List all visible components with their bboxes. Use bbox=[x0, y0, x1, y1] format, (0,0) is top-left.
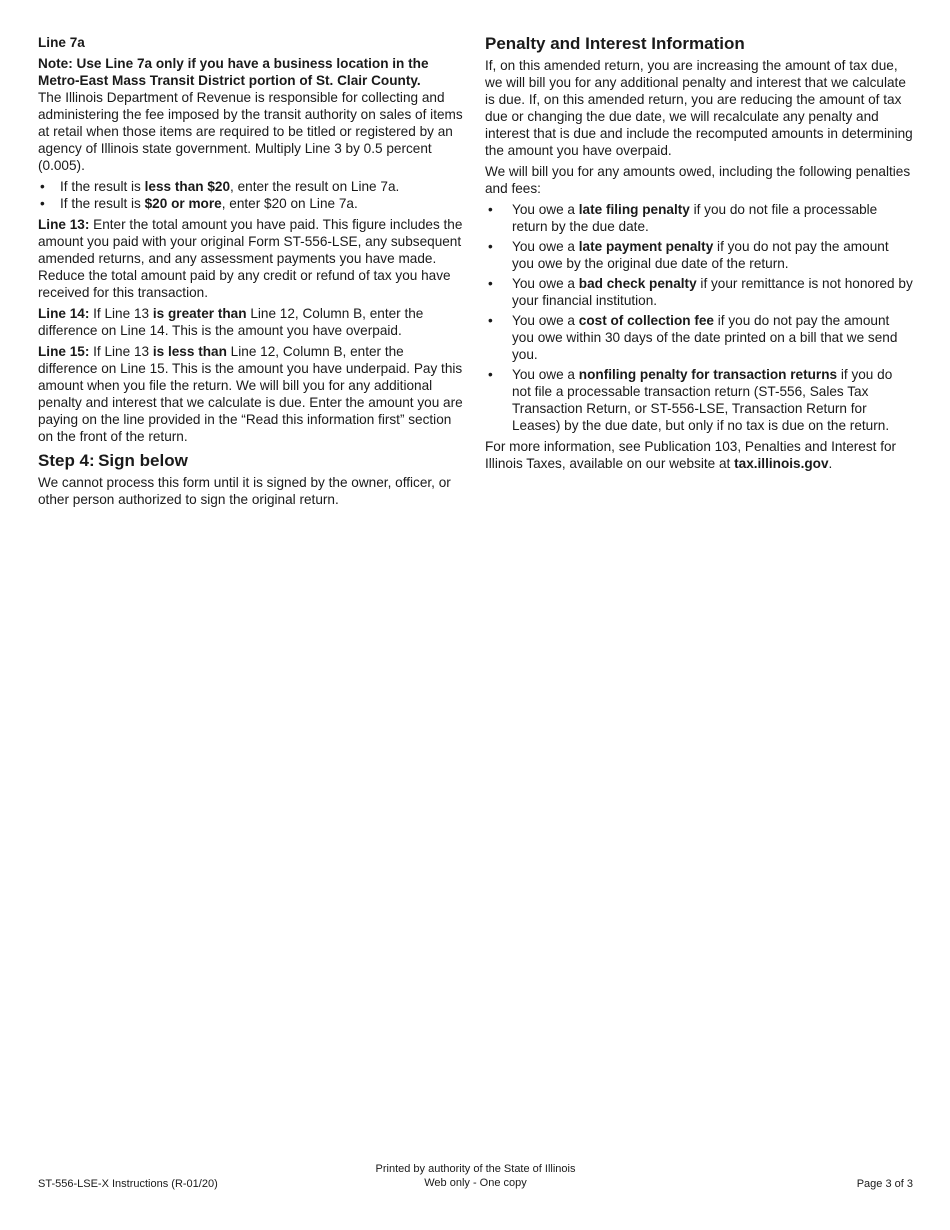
bullet-icon: • bbox=[488, 202, 493, 217]
line14-paragraph: Line 14: If Line 13 is greater than Line 12, Column B, enter the difference on Line 14. This is the amount you have overpaid. bbox=[38, 306, 424, 338]
website-link[interactable]: tax.illinois.gov bbox=[734, 456, 829, 471]
list-item: • You owe a bad check penalty if your remittance is not honored by your financial institution. bbox=[488, 276, 913, 308]
list-item: • You owe a nonfiling penalty for transaction returns if you do not file a processable transaction return (ST-556, Sales Tax Transaction Return, or ST-556-LSE, Transaction Return for Leases) by the due date, but only if no tax is due on the return. bbox=[488, 367, 893, 433]
bullet-icon: • bbox=[40, 196, 45, 211]
line15-label: Line 15: bbox=[38, 344, 90, 359]
line7a-heading: Line 7a bbox=[38, 35, 85, 50]
bill-intro: We will bill you for any amounts owed, including the following penalties and fees: bbox=[485, 164, 911, 196]
bullet-icon: • bbox=[488, 367, 493, 382]
page-number: Page 3 of 3 bbox=[856, 1178, 913, 1190]
bullet-icon: • bbox=[488, 276, 493, 291]
printed-by: Printed by authority of the State of Illinois bbox=[375, 1163, 576, 1175]
penalty-intro: If, on this amended return, you are increasing the amount of tax due, we will bill you for any additional penalty and interest that we calculate is due. If, on this amended return, you are reducing the amount of tax due or changing the due date, we will recalculate any penalty and interest that is due and include the recomputed amounts in determining the amount you have overpaid. bbox=[485, 58, 913, 158]
bullet-icon: • bbox=[488, 239, 493, 254]
footer-center bbox=[38, 1162, 913, 1190]
form-id: ST-556-LSE-X Instructions (R-01/20) bbox=[38, 1178, 218, 1190]
bullet-icon: • bbox=[488, 313, 493, 328]
web-only: Web only - One copy bbox=[424, 1177, 527, 1189]
step4-title: Step 4: Sign below bbox=[38, 451, 188, 470]
line7a-body: The Illinois Department of Revenue is responsible for collecting and administering the fee imposed by the transit authority on sales of items at retail when those items are required to be titled or registered by an agency of Illinois state government. Multiply Line 3 by 0.5 percent (0.005). bbox=[38, 90, 463, 173]
step4-body: We cannot process this form until it is signed by the owner, officer, or other person authorized to sign the original return. bbox=[38, 475, 451, 507]
line15-paragraph: Line 15: If Line 13 is less than Line 12, Column B, enter the difference on Line 15. This is the amount you have underpaid. Pay this amount when you file the return. We will bill you for any additional penalty and interest that we calculate is due. Enter the amount you are paying on the line provided in the “Read this information first” section on the front of the return. bbox=[38, 344, 463, 444]
line13-label: Line 13: bbox=[38, 217, 90, 232]
line7a-note: Note: Use Line 7a only if you have a business location in the Metro-East Mass Transit District portion of St. Clair County. bbox=[38, 56, 429, 88]
bullet-icon: • bbox=[40, 179, 45, 194]
penalty-section-title: Penalty and Interest Information bbox=[485, 34, 745, 53]
list-item: • If the result is less than $20, enter the result on Line 7a. bbox=[40, 179, 400, 194]
line13-paragraph: Line 13: Enter the total amount you have paid. This figure includes the amount you paid with your original Form ST-556-LSE, any subsequent amended returns, and any assessment payments you have made. Reduce the total amount paid by any credit or refund of tax you have received for this transaction. bbox=[38, 217, 463, 300]
list-item: • You owe a late payment penalty if you do not pay the amount you owe by the original due date of the return. bbox=[488, 239, 889, 271]
right-column bbox=[485, 34, 913, 476]
list-item: • If the result is $20 or more, enter $20 on Line 7a. bbox=[40, 196, 358, 211]
penalty-bullet-list bbox=[485, 201, 913, 434]
page-footer bbox=[38, 1162, 913, 1192]
list-item: • You owe a cost of collection fee if you do not pay the amount you owe within 30 days of the date printed on a bill that we send you. bbox=[488, 313, 898, 362]
line7a-bullet-list bbox=[38, 178, 466, 212]
more-info-paragraph: For more information, see Publication 103, Penalties and Interest for Illinois Taxes, available on our website at tax.illinois.gov. bbox=[485, 439, 897, 471]
line14-label: Line 14: bbox=[38, 306, 90, 321]
left-column bbox=[38, 34, 466, 512]
list-item: • You owe a late filing penalty if you do not file a processable return by the due date. bbox=[488, 202, 878, 234]
